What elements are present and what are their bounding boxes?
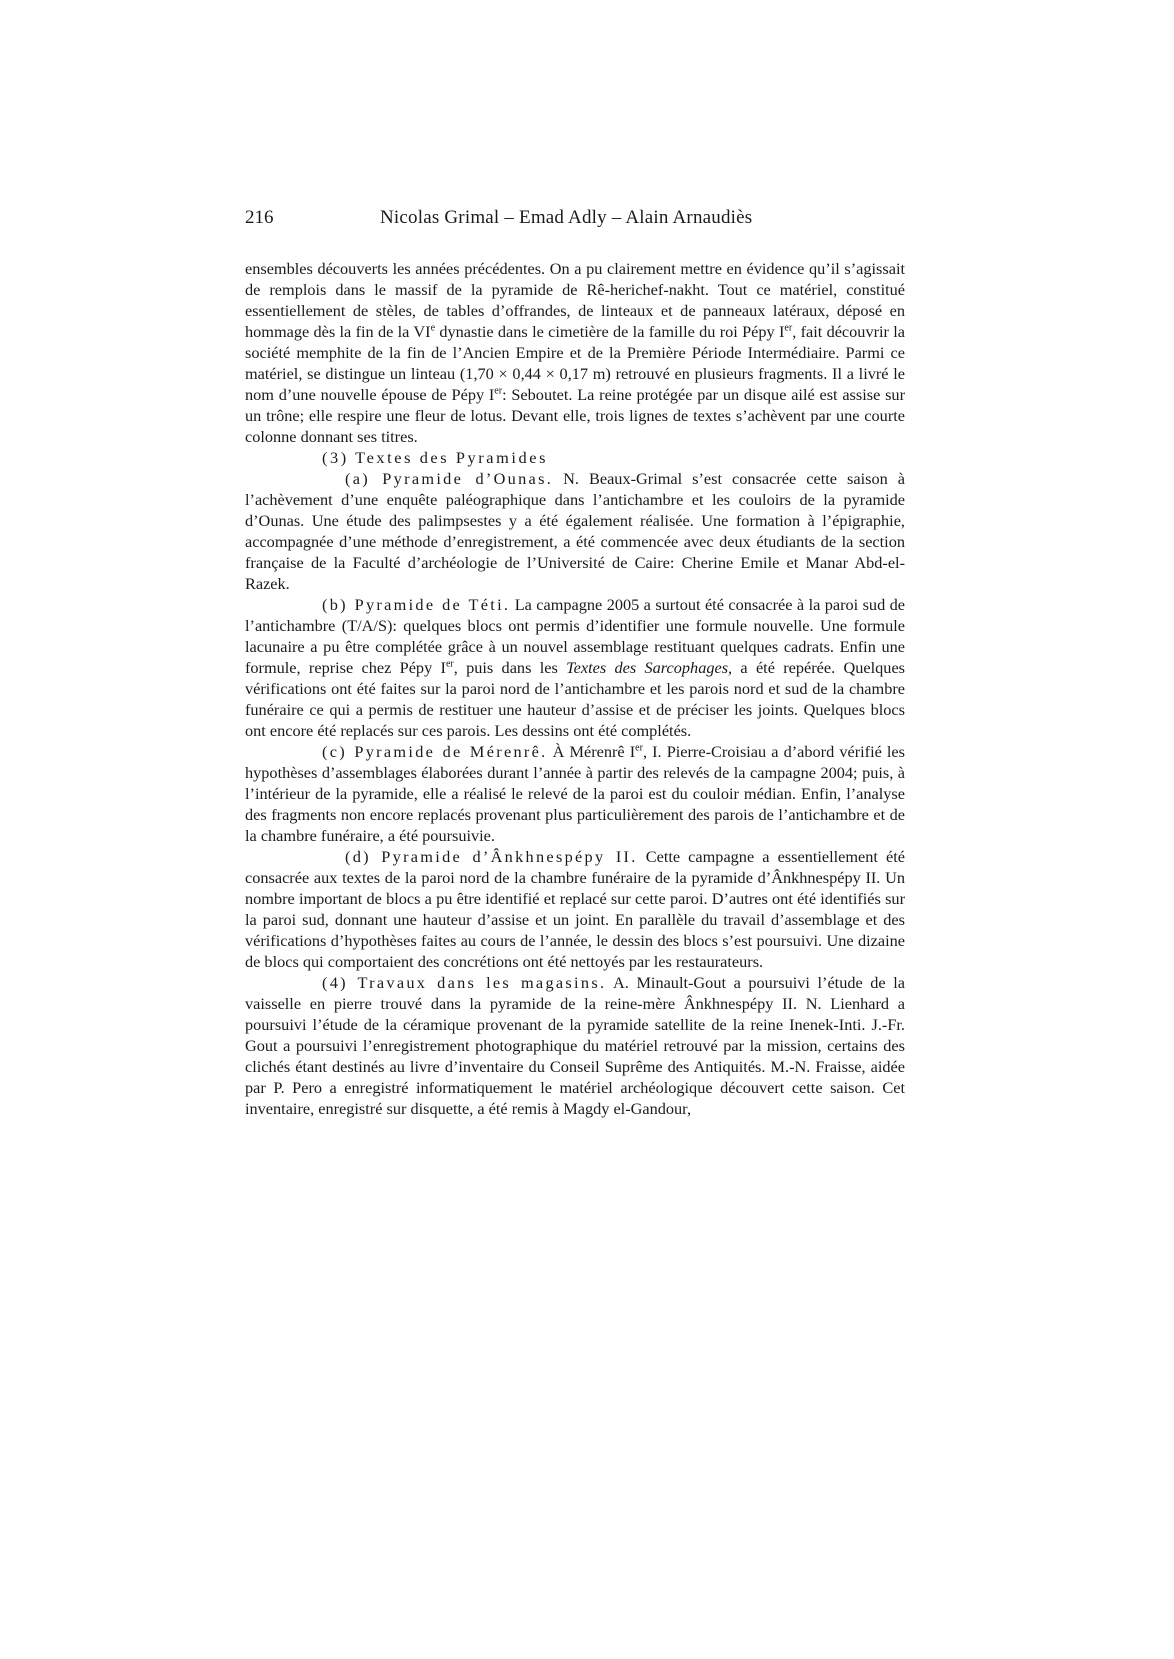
subheading-teti: (b) Pyramide de Téti. — [322, 595, 511, 614]
subheading-ounas: (a) Pyramide d’Ounas. — [345, 469, 554, 488]
italic-title: Textes des Sarcophages — [566, 658, 729, 677]
running-head-authors: Nicolas Grimal – Emad Adly – Alain Arnaudiès — [380, 207, 753, 228]
page-number: 216 — [245, 207, 274, 228]
subheading-merenre: (c) Pyramide de Mérenrê. — [322, 742, 548, 761]
subheading-ankhnespepy: (d) Pyramide d’Ânkhnespépy II. — [345, 847, 638, 866]
paragraph-continued: ensembles découverts les années précédentes. On a pu clairement mettre en évidence qu’il s’agissait de remplois dans le massif de la pyramide de Rê-herichef-nakht. Tout ce matériel, constitué essentiellement de stèles, de tables d’offrandes, de linteaux et de panneaux latéraux, déposé en hommage dès la fin de la VIe dynastie dans le cimetière de la famille du roi Pépy Ier, fait découvrir la société memphite de la fin de l’Ancien Empire et de la Première Période Intermédiaire. Parmi ce matériel, se distingue un linteau (1,70 × 0,44 × 0,17 m) retrouvé en plusieurs fragments. Il a livré le nom d’une nouvelle épouse de Pépy Ier: Seboutet. La reine protégée par un disque ailé est assise sur un trône; elle respire une fleur de lotus. Devant elle, trois lignes de textes s’achèvent par une courte colonne donnant ses titres. — [245, 259, 906, 446]
paragraph-pyramide-ankhnespepy: (d) Pyramide d’Ânkhnespépy II. Cette campagne a essentiellement été consacrée aux textes de la paroi nord de la chambre funéraire de la pyramide d’Ânkhnespépy II. Un nombre important de blocs a pu être identifié et replacé sur cette paroi. D’autres ont été identifiés sur la paroi sud, donnant une hauteur d’assise et un joint. En parallèle du travail d’assemblage et des vérifications d’hypothèses faites au cours de l’année, le dessin des blocs s’est poursuivi. Une dizaine de blocs qui comportaient des concrétions ont été nettoyés par les restaurateurs. — [245, 847, 905, 971]
paragraph-pyramide-ounas: (a) Pyramide d’Ounas. N. Beaux-Grimal s’est consacrée cette saison à l’achèvement d’une enquête paléographique dans l’antichambre et les couloirs de la pyramide d’Ounas. Une étude des palimpsestes y a été également réalisée. Une formation à l’épigraphie, accompagnée d’une méthode d’enregistrement, a été commencée avec deux étudiants de la section française de la Faculté d’archéologie de l’Université de Caire: Cherine Emile et Manar Abd-el-Razek. — [245, 469, 905, 593]
subheading-travaux: (4) Travaux dans les magasins. — [322, 973, 607, 992]
paragraph-pyramide-teti: (b) Pyramide de Téti. La campagne 2005 a surtout été consacrée à la paroi sud de l’antichambre (T/A/S): quelques blocs ont permis d’identifier une formule nouvelle. Une formule lacunaire a pu être complétée grâce à un nouvel assemblage restituant quelques cadrats. Enfin une formule, reprise chez Pépy Ier, puis dans les Textes des Sarcophages, a été repérée. Quelques vérifications ont été faites sur la paroi nord de l’antichambre et les parois nord et sud de la chambre funéraire ce qui a permis de restituer une hauteur d’assise et de préciser les joints. Quelques blocs ont encore été replacés sur ces parois. Les dessins ont été complétés. — [245, 595, 906, 740]
paragraph-pyramide-merenre: (c) Pyramide de Mérenrê. À Mérenrê Ier, I. Pierre-Croisiau a d’abord vérifié les hypothèses d’assemblages élaborées durant l’année à partir des relevés de la campagne 2004; puis, à l’intérieur de la pyramide, elle a réalisé le relevé de la paroi est du couloir médian. Enfin, l’analyse des fragments non encore replacés provenant plus particulièrement des parois de l’antichambre et de la chambre funéraire, a été poursuivie. — [245, 742, 905, 845]
section-heading-textes-des-pyramides: (3) Textes des Pyramides — [322, 448, 548, 467]
body-text — [245, 258, 905, 1119]
paragraph-travaux-magasins: (4) Travaux dans les magasins. A. Minault-Gout a poursuivi l’étude de la vaisselle en pierre trouvé dans la pyramide de la reine-mère Ânkhnespépy II. N. Lienhard a poursuivi l’étude de la céramique provenant de la pyramide satellite de la reine Inenek-Inti. J.-Fr. Gout a poursuivi l’enregistrement photographique du matériel retrouvé par la mission, certains des clichés étant destinés au livre d’inventaire du Conseil Suprême des Antiquités. M.-N. Fraisse, aidée par P. Pero a enregistré informatiquement le matériel archéologique découvert cette saison. Cet inventaire, enregistré sur disquette, a été remis à Magdy el-Gandour, — [245, 973, 906, 1118]
